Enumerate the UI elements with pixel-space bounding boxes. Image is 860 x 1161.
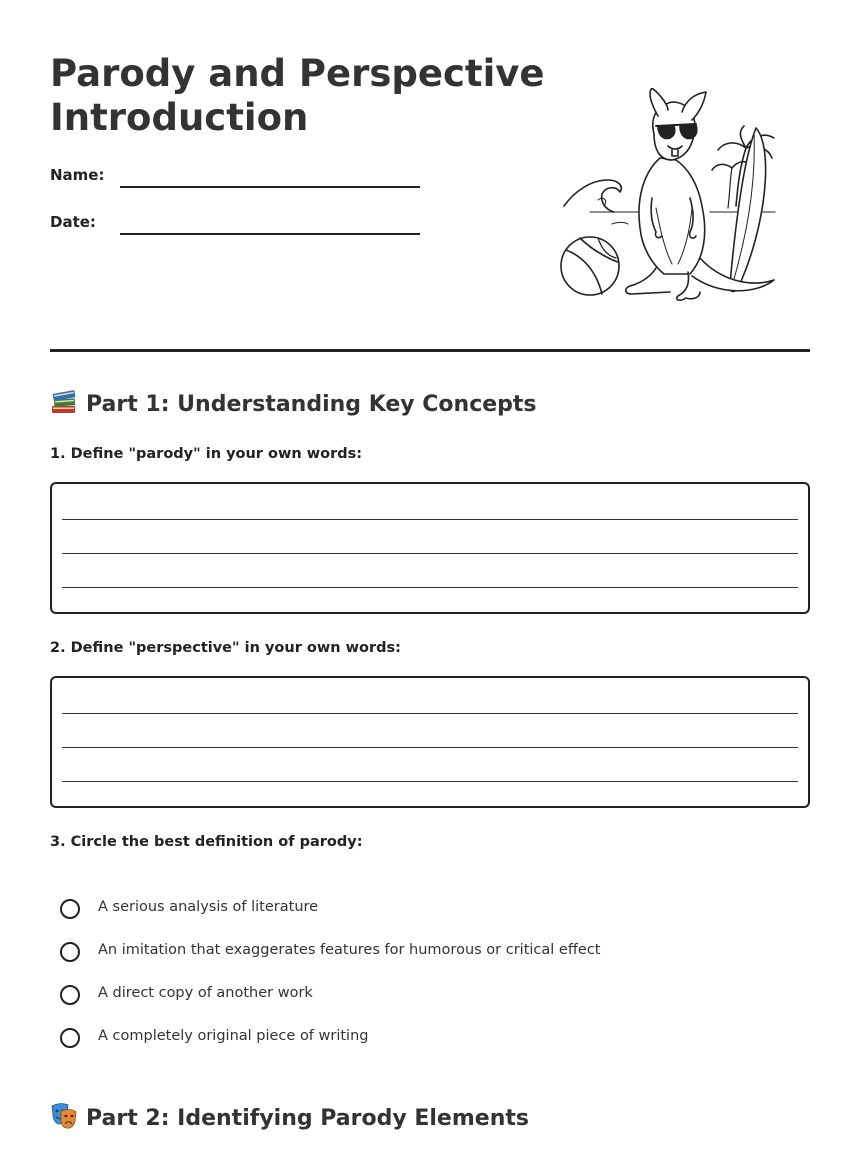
- part2-title: Part 2: Identifying Parody Elements: [86, 1106, 529, 1131]
- name-label: Name:: [50, 166, 105, 184]
- option-circle[interactable]: [60, 1028, 80, 1048]
- header-divider: [50, 349, 810, 352]
- worksheet-title: [50, 52, 550, 140]
- title-line-2: Introduction: [50, 96, 309, 139]
- answer-box-1[interactable]: [50, 482, 810, 614]
- answer-line: [62, 781, 798, 782]
- option-1[interactable]: [60, 898, 760, 924]
- theater-masks-icon: [50, 1103, 78, 1129]
- option-circle[interactable]: [60, 985, 80, 1005]
- date-field[interactable]: [50, 213, 470, 243]
- option-circle[interactable]: [60, 942, 80, 962]
- part1-heading: [50, 389, 537, 417]
- question-1: 1. Define "parody" in your own words:: [50, 446, 363, 462]
- option-label: An imitation that exaggerates features for humorous or critical effect: [98, 942, 601, 958]
- kangaroo-surfer-illustration: [560, 88, 785, 308]
- option-label: A completely original piece of writing: [98, 1028, 369, 1044]
- books-icon: [50, 389, 78, 415]
- option-3[interactable]: [60, 984, 760, 1010]
- answer-line: [62, 519, 798, 520]
- date-line[interactable]: [120, 233, 420, 235]
- option-circle[interactable]: [60, 899, 80, 919]
- answer-line: [62, 747, 798, 748]
- option-2[interactable]: [60, 941, 760, 967]
- name-line[interactable]: [120, 186, 420, 188]
- title-line-1: Parody and Perspective: [50, 52, 545, 95]
- option-label: A direct copy of another work: [98, 985, 313, 1001]
- answer-line: [62, 587, 798, 588]
- answer-line: [62, 713, 798, 714]
- date-label: Date:: [50, 213, 96, 231]
- answer-box-2[interactable]: [50, 676, 810, 808]
- question-3: 3. Circle the best definition of parody:: [50, 834, 363, 850]
- part1-title: Part 1: Understanding Key Concepts: [86, 392, 537, 417]
- part2-heading: [50, 1103, 529, 1131]
- name-field[interactable]: [50, 166, 470, 196]
- answer-line: [62, 553, 798, 554]
- option-4[interactable]: [60, 1027, 760, 1053]
- worksheet-page: [50, 0, 810, 1161]
- question-2: 2. Define "perspective" in your own words:: [50, 640, 401, 656]
- option-label: A serious analysis of literature: [98, 899, 319, 915]
